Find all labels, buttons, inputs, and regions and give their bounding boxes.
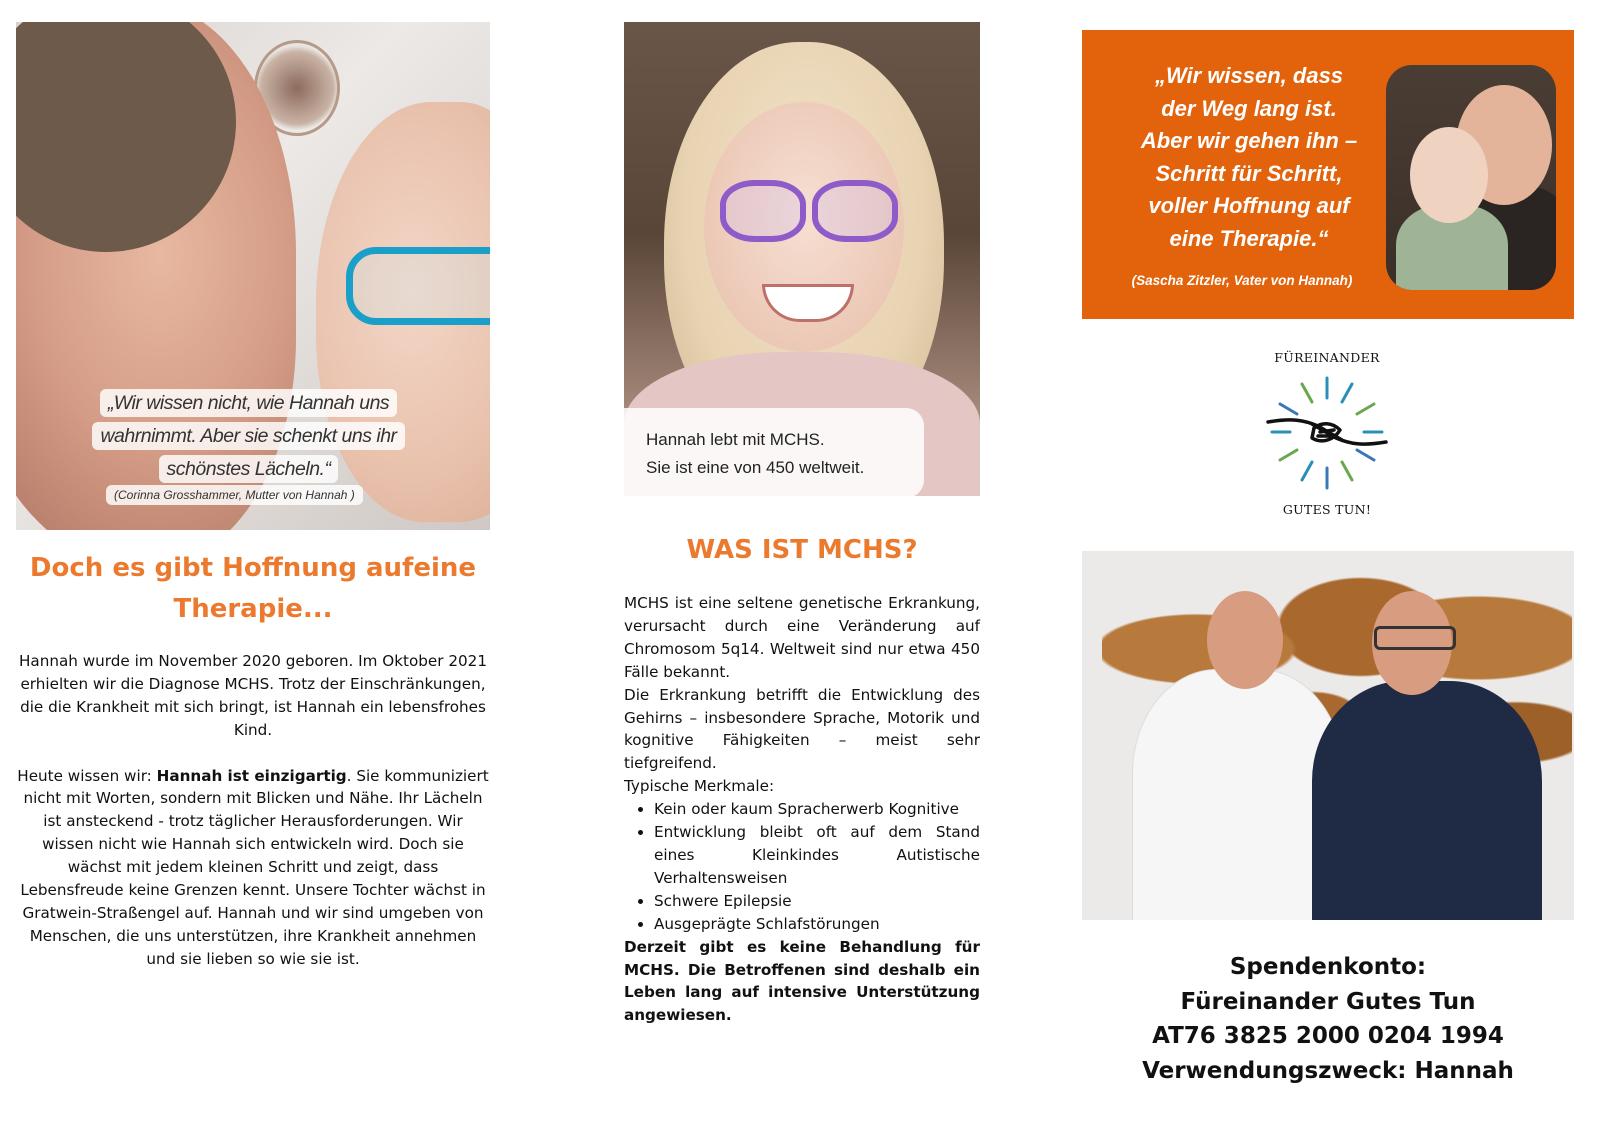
- mchs-paragraph: Die Erkrankung betrifft die Entwicklung des Gehirns – insbesondere Sprache, Motorik und kognitive Fähigkeiten – meist sehr tiefgreifend.: [624, 685, 980, 773]
- mother-quote-line: wahrnimmt. Aber sie schenkt uns ihr: [92, 422, 404, 450]
- father-quote-line: Aber wir gehen ihn –: [1140, 128, 1358, 153]
- mchs-closing: Derzeit gibt es keine Behandlung für MCHS. Die Betroffenen sind deshalb ein Leben lang auf intensive Unterstützung angewiesen.: [624, 937, 980, 1025]
- story-paragraph: [16, 765, 490, 971]
- mother-quote-line: „Wir wissen nicht, wie Hannah uns: [100, 389, 397, 417]
- father-quote-line: voller Hoffnung auf: [1148, 193, 1350, 218]
- founder-right-body: [1312, 681, 1542, 920]
- founder-left-head: [1207, 591, 1283, 689]
- hope-heading-line: Therapie...: [173, 594, 333, 624]
- list-item: • Entwicklung bleibt oft auf dem Stand eines Kleinkindes Autistische Verhaltensweisen: [654, 821, 980, 890]
- portrait-caption-line: Hannah lebt mit MCHS.: [646, 430, 825, 449]
- founder-right-glasses: [1374, 626, 1456, 650]
- hannah-glasses-right: [812, 180, 898, 242]
- story-emphasis: Hannah ist einzigartig: [156, 766, 347, 785]
- mchs-heading: WAS IST MCHS?: [686, 535, 918, 565]
- donation-purpose: Verwendungszweck: Hannah: [1142, 1057, 1514, 1084]
- father-quote-line: der Weg lang ist.: [1161, 95, 1337, 121]
- father-quote-citation: (Sascha Zitzler, Vater von Hannah): [1131, 273, 1353, 288]
- father-daughter-photo: [1386, 65, 1556, 290]
- child-glasses: [346, 247, 490, 325]
- father-quote: [1104, 60, 1394, 255]
- logo-tagline: GUTES TUN!: [1282, 502, 1372, 517]
- hannah-portrait-photo: [624, 22, 980, 496]
- mother-child-photo: [16, 22, 490, 530]
- father-quote-line: eine Therapie.“: [1169, 225, 1329, 251]
- father-quote-line: „Wir wissen, dass: [1154, 63, 1344, 88]
- handshake-icon: [1262, 370, 1392, 500]
- story-rest: . Sie kommuniziert nicht mit Worten, sondern mit Blicken und Nähe. Ihr Lächeln ist ansteckend - trotz täglicher Herausforderungen. Wir wissen nicht wie Hannah sich entwickeln wird. Doch sie wächst mit jedem kleinen Schritt und zeigt, dass Lebensfreude keine Grenzen kennt. Unsere Tochter wächst in Gratwein-Straßengel auf. Hannah und wir sind umgeben von Menschen, die uns unterstützen, ihre Krankheit annehmen und sie lieben so wie sie ist.: [20, 766, 489, 968]
- mchs-text: [624, 592, 980, 1027]
- list-item: • Schwere Epilepsie: [654, 890, 980, 913]
- mother-quote-line: schönstes Lächeln.“: [159, 455, 339, 483]
- mother-quote-citation: (Corinna Grosshammer, Mutter von Hannah ): [106, 485, 363, 505]
- portrait-caption: [624, 408, 924, 496]
- mchs-paragraph: MCHS ist eine seltene genetische Erkrankung, verursacht durch eine Veränderung auf Chromosom 5q14. Weltweit sind nur etwa 450 Fälle bekannt.: [624, 594, 980, 681]
- story-paragraph: Hannah wurde im November 2020 geboren. Im Oktober 2021 erhielten wir die Diagnose MCHS. Trotz der Einschränkungen, die die Krankheit mit sich bringt, ist Hannah ein lebensfrohes Kind.: [19, 652, 487, 739]
- hope-heading-line: Doch es gibt Hoffnung aufeine: [29, 553, 477, 583]
- mchs-features-list: [624, 798, 980, 935]
- donation-recipient: Füreinander Gutes Tun: [1180, 988, 1476, 1015]
- hope-heading: [16, 548, 490, 630]
- hannah-glasses-left: [720, 180, 806, 242]
- mchs-list-intro: Typische Merkmale:: [624, 777, 775, 796]
- donation-label: Spendenkonto:: [1229, 954, 1427, 980]
- mother-quote: [76, 387, 421, 486]
- founders-photo: [1082, 551, 1574, 920]
- fuereinander-logo: [1262, 350, 1392, 520]
- portrait-caption-line: Sie ist eine von 450 weltweit.: [646, 458, 865, 477]
- list-item: • Ausgeprägte Schlafstörungen: [654, 913, 980, 936]
- donation-account: [1082, 950, 1574, 1088]
- daughter-head: [1410, 127, 1488, 223]
- logo-title: FÜREINANDER: [1274, 350, 1380, 365]
- father-quote-line: Schritt für Schritt,: [1155, 160, 1343, 186]
- donation-iban: AT76 3825 2000 0204 1994: [1152, 1023, 1504, 1049]
- story-intro: Heute wissen wir:: [17, 766, 157, 785]
- father-quote-box: [1082, 30, 1574, 319]
- list-item: • Kein oder kaum Spracherwerb Kognitive: [654, 798, 980, 821]
- story-text: [16, 650, 490, 994]
